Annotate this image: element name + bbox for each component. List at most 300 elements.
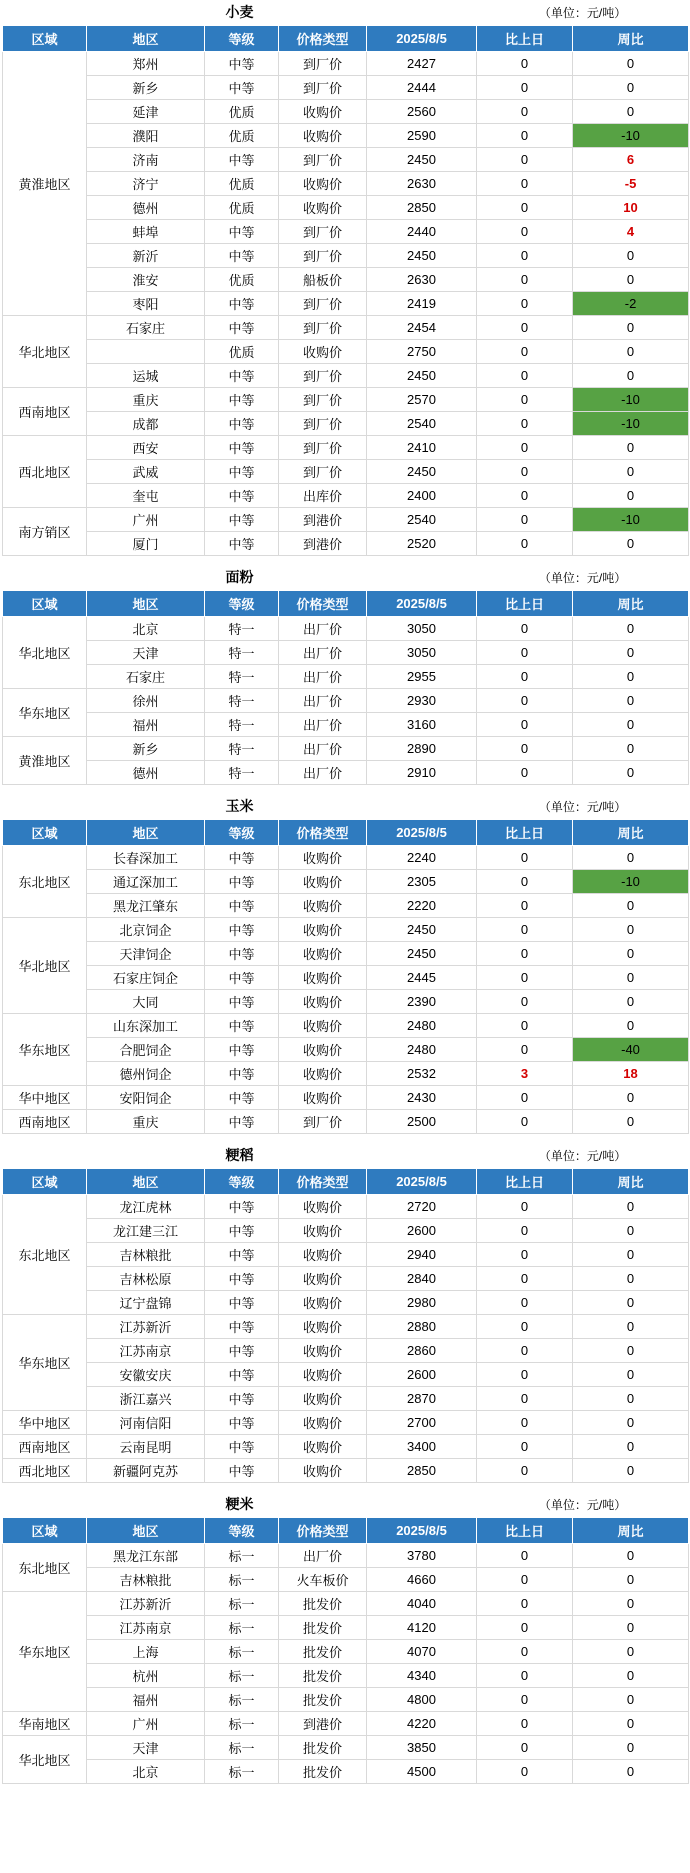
- column-header-5: 比上日: [477, 1518, 573, 1544]
- week-change-cell: 0: [573, 1568, 689, 1592]
- grade-cell: 标一: [205, 1712, 279, 1736]
- week-change-cell: 0: [573, 1014, 689, 1038]
- unit-label: （单位：元/吨）: [538, 799, 627, 814]
- grade-cell: 中等: [205, 1363, 279, 1387]
- week-change-cell: 0: [573, 689, 689, 713]
- region-cell: 西南地区: [3, 1435, 87, 1459]
- table-row: [3, 1387, 689, 1411]
- price-cell: 2480: [367, 1014, 477, 1038]
- day-change-cell: 0: [477, 124, 573, 148]
- day-change-cell: 0: [477, 1110, 573, 1134]
- grade-cell: 特一: [205, 641, 279, 665]
- price-type-cell: 出厂价: [279, 761, 367, 785]
- week-change-cell: 0: [573, 340, 689, 364]
- price-table-面粉: [2, 565, 688, 785]
- grade-cell: 标一: [205, 1736, 279, 1760]
- unit-label: （单位：元/吨）: [538, 570, 627, 585]
- table-row: [3, 1062, 689, 1086]
- day-change-cell: 0: [477, 1459, 573, 1483]
- price-cell: 2450: [367, 460, 477, 484]
- day-change-cell: 0: [477, 172, 573, 196]
- price-type-cell: 收购价: [279, 1411, 367, 1435]
- day-change-cell: 0: [477, 1544, 573, 1568]
- table-row: [3, 761, 689, 785]
- table-row: [3, 1291, 689, 1315]
- price-type-cell: 到厂价: [279, 412, 367, 436]
- price-cell: 2445: [367, 966, 477, 990]
- table-row: [3, 532, 689, 556]
- day-change-cell: 3: [477, 1062, 573, 1086]
- area-cell: 厦门: [87, 532, 205, 556]
- price-type-cell: 收购价: [279, 1038, 367, 1062]
- price-cell: 2220: [367, 894, 477, 918]
- area-cell: 通辽深加工: [87, 870, 205, 894]
- grade-cell: 标一: [205, 1688, 279, 1712]
- day-change-cell: 0: [477, 1243, 573, 1267]
- area-cell: 郑州: [87, 52, 205, 76]
- area-cell: 黑龙江肇东: [87, 894, 205, 918]
- week-change-cell: 0: [573, 1688, 689, 1712]
- week-change-cell: 0: [573, 1435, 689, 1459]
- table-row: [3, 737, 689, 761]
- price-cell: 2930: [367, 689, 477, 713]
- week-change-cell: 0: [573, 1616, 689, 1640]
- week-change-cell: 0: [573, 532, 689, 556]
- area-cell: 新乡: [87, 737, 205, 761]
- price-type-cell: 收购价: [279, 942, 367, 966]
- price-type-cell: 到厂价: [279, 388, 367, 412]
- unit-label: （单位：元/吨）: [538, 1497, 627, 1512]
- region-cell: 华北地区: [3, 617, 87, 689]
- grade-cell: 中等: [205, 846, 279, 870]
- column-header-5: 比上日: [477, 820, 573, 846]
- day-change-cell: 0: [477, 1291, 573, 1315]
- area-cell: 濮阳: [87, 124, 205, 148]
- area-cell: 天津饲企: [87, 942, 205, 966]
- price-cell: 2630: [367, 268, 477, 292]
- table-row: [3, 1688, 689, 1712]
- day-change-cell: 0: [477, 1195, 573, 1219]
- week-change-cell: 0: [573, 1712, 689, 1736]
- column-header-1: 地区: [87, 591, 205, 617]
- table: [2, 1143, 689, 1483]
- unit-label: （单位：元/吨）: [538, 5, 627, 20]
- grade-cell: 中等: [205, 1315, 279, 1339]
- table-row: [3, 1219, 689, 1243]
- price-type-cell: 出厂价: [279, 617, 367, 641]
- grade-cell: 中等: [205, 436, 279, 460]
- price-type-cell: 收购价: [279, 1014, 367, 1038]
- price-type-cell: 到厂价: [279, 364, 367, 388]
- grade-cell: 中等: [205, 292, 279, 316]
- table-row: [3, 713, 689, 737]
- table-row: [3, 292, 689, 316]
- column-header-6: 周比: [573, 1518, 689, 1544]
- price-cell: 4120: [367, 1616, 477, 1640]
- table-row: [3, 1616, 689, 1640]
- column-header-0: 区域: [3, 591, 87, 617]
- table-title-row: [3, 565, 689, 591]
- price-cell: 2860: [367, 1339, 477, 1363]
- week-change-cell: 0: [573, 1544, 689, 1568]
- price-type-cell: 收购价: [279, 1315, 367, 1339]
- day-change-cell: 0: [477, 412, 573, 436]
- grade-cell: 中等: [205, 1339, 279, 1363]
- region-cell: 西北地区: [3, 1459, 87, 1483]
- week-change-cell: 0: [573, 1195, 689, 1219]
- price-table-粳米: [2, 1492, 688, 1784]
- grade-cell: 中等: [205, 148, 279, 172]
- table-row: [3, 1195, 689, 1219]
- grade-cell: 特一: [205, 689, 279, 713]
- day-change-cell: 0: [477, 292, 573, 316]
- price-type-cell: 收购价: [279, 124, 367, 148]
- table-row: [3, 641, 689, 665]
- week-change-cell: 0: [573, 1267, 689, 1291]
- region-cell: 华南地区: [3, 1712, 87, 1736]
- table-row: [3, 268, 689, 292]
- area-cell: 淮安: [87, 268, 205, 292]
- price-cell: 4500: [367, 1760, 477, 1784]
- column-header-0: 区域: [3, 1169, 87, 1195]
- week-change-cell: -10: [573, 124, 689, 148]
- grade-cell: 中等: [205, 894, 279, 918]
- week-change-cell: 0: [573, 244, 689, 268]
- table-row: [3, 1592, 689, 1616]
- region-cell: 华北地区: [3, 1736, 87, 1784]
- price-cell: 2700: [367, 1411, 477, 1435]
- table-title: 粳稻: [225, 1147, 254, 1163]
- area-cell: 成都: [87, 412, 205, 436]
- day-change-cell: 0: [477, 220, 573, 244]
- week-change-cell: 0: [573, 1592, 689, 1616]
- table-row: [3, 1411, 689, 1435]
- price-cell: 2480: [367, 1038, 477, 1062]
- column-header-0: 区域: [3, 820, 87, 846]
- table-header-row: [3, 820, 689, 846]
- region-cell: 东北地区: [3, 846, 87, 918]
- week-change-cell: 0: [573, 1243, 689, 1267]
- price-type-cell: 批发价: [279, 1616, 367, 1640]
- table: [2, 1492, 689, 1784]
- table-row: [3, 52, 689, 76]
- grade-cell: 中等: [205, 1062, 279, 1086]
- area-cell: 北京: [87, 1760, 205, 1784]
- area-cell: 大同: [87, 990, 205, 1014]
- day-change-cell: 0: [477, 1315, 573, 1339]
- area-cell: 天津: [87, 1736, 205, 1760]
- grade-cell: 标一: [205, 1616, 279, 1640]
- region-cell: 华北地区: [3, 316, 87, 388]
- grade-cell: 特一: [205, 737, 279, 761]
- price-type-cell: 到厂价: [279, 316, 367, 340]
- day-change-cell: 0: [477, 1387, 573, 1411]
- day-change-cell: 0: [477, 100, 573, 124]
- grade-cell: 中等: [205, 1435, 279, 1459]
- price-cell: 2570: [367, 388, 477, 412]
- table-row: [3, 990, 689, 1014]
- table-row: [3, 846, 689, 870]
- region-cell: 华中地区: [3, 1086, 87, 1110]
- table-row: [3, 124, 689, 148]
- price-type-cell: 收购价: [279, 1363, 367, 1387]
- price-type-cell: 收购价: [279, 172, 367, 196]
- week-change-cell: 0: [573, 1315, 689, 1339]
- day-change-cell: 0: [477, 1640, 573, 1664]
- price-cell: 2890: [367, 737, 477, 761]
- table-row: [3, 1086, 689, 1110]
- price-cell: 2532: [367, 1062, 477, 1086]
- grade-cell: 标一: [205, 1640, 279, 1664]
- area-cell: 福州: [87, 713, 205, 737]
- column-header-2: 等级: [205, 820, 279, 846]
- table-row: [3, 894, 689, 918]
- price-type-cell: 出厂价: [279, 641, 367, 665]
- table-header-row: [3, 1518, 689, 1544]
- price-table-粳稻: [2, 1143, 688, 1483]
- column-header-5: 比上日: [477, 26, 573, 52]
- grade-cell: 标一: [205, 1592, 279, 1616]
- column-header-6: 周比: [573, 820, 689, 846]
- week-change-cell: 0: [573, 918, 689, 942]
- price-type-cell: 收购价: [279, 1291, 367, 1315]
- table-row: [3, 364, 689, 388]
- area-cell: 徐州: [87, 689, 205, 713]
- area-cell: 运城: [87, 364, 205, 388]
- price-cell: 2880: [367, 1315, 477, 1339]
- week-change-cell: 0: [573, 761, 689, 785]
- price-cell: 2440: [367, 220, 477, 244]
- week-change-cell: 0: [573, 1411, 689, 1435]
- price-type-cell: 出厂价: [279, 713, 367, 737]
- table-header-row: [3, 26, 689, 52]
- column-header-4: 2025/8/5: [367, 1518, 477, 1544]
- table-row: [3, 1736, 689, 1760]
- table-row: [3, 508, 689, 532]
- area-cell: 重庆: [87, 1110, 205, 1134]
- table-row: [3, 1315, 689, 1339]
- table-row: [3, 460, 689, 484]
- day-change-cell: 0: [477, 1616, 573, 1640]
- area-cell: 蚌埠: [87, 220, 205, 244]
- price-type-cell: 到港价: [279, 1712, 367, 1736]
- price-type-cell: 到港价: [279, 508, 367, 532]
- price-type-cell: 收购价: [279, 1086, 367, 1110]
- week-change-cell: -40: [573, 1038, 689, 1062]
- area-cell: 江苏新沂: [87, 1315, 205, 1339]
- week-change-cell: 0: [573, 1086, 689, 1110]
- price-type-cell: 收购价: [279, 1339, 367, 1363]
- day-change-cell: 0: [477, 364, 573, 388]
- table-row: [3, 148, 689, 172]
- week-change-cell: -10: [573, 870, 689, 894]
- column-header-4: 2025/8/5: [367, 820, 477, 846]
- grade-cell: 中等: [205, 1411, 279, 1435]
- grade-cell: 中等: [205, 1291, 279, 1315]
- region-cell: 西南地区: [3, 388, 87, 436]
- table-row: [3, 100, 689, 124]
- price-type-cell: 出厂价: [279, 737, 367, 761]
- price-type-cell: 收购价: [279, 1195, 367, 1219]
- week-change-cell: 0: [573, 1219, 689, 1243]
- price-cell: 2840: [367, 1267, 477, 1291]
- week-change-cell: 0: [573, 990, 689, 1014]
- day-change-cell: 0: [477, 689, 573, 713]
- week-change-cell: 0: [573, 316, 689, 340]
- table-row: [3, 1243, 689, 1267]
- area-cell: 杭州: [87, 1664, 205, 1688]
- day-change-cell: 0: [477, 1086, 573, 1110]
- week-change-cell: 10: [573, 196, 689, 220]
- price-cell: 2540: [367, 412, 477, 436]
- grade-cell: 中等: [205, 76, 279, 100]
- price-type-cell: 到厂价: [279, 1110, 367, 1134]
- day-change-cell: 0: [477, 1712, 573, 1736]
- price-cell: 2870: [367, 1387, 477, 1411]
- price-type-cell: 批发价: [279, 1640, 367, 1664]
- area-cell: 龙江虎林: [87, 1195, 205, 1219]
- day-change-cell: 0: [477, 1038, 573, 1062]
- table-title-row: [3, 1492, 689, 1518]
- price-cell: 2520: [367, 532, 477, 556]
- price-cell: 3050: [367, 641, 477, 665]
- price-type-cell: 收购价: [279, 1387, 367, 1411]
- grade-cell: 中等: [205, 316, 279, 340]
- table-row: [3, 1459, 689, 1483]
- table-row: [3, 1267, 689, 1291]
- price-cell: 4660: [367, 1568, 477, 1592]
- area-cell: 广州: [87, 1712, 205, 1736]
- price-cell: 2427: [367, 52, 477, 76]
- area-cell: 武威: [87, 460, 205, 484]
- day-change-cell: 0: [477, 460, 573, 484]
- region-cell: 黄淮地区: [3, 52, 87, 316]
- grade-cell: 中等: [205, 966, 279, 990]
- week-change-cell: -2: [573, 292, 689, 316]
- day-change-cell: 0: [477, 316, 573, 340]
- area-cell: 新沂: [87, 244, 205, 268]
- price-cell: 2940: [367, 1243, 477, 1267]
- area-cell: 德州饲企: [87, 1062, 205, 1086]
- day-change-cell: 0: [477, 617, 573, 641]
- week-change-cell: -10: [573, 508, 689, 532]
- table-title: 小麦: [225, 4, 254, 20]
- table-row: [3, 1038, 689, 1062]
- price-type-cell: 批发价: [279, 1760, 367, 1784]
- grade-cell: 中等: [205, 508, 279, 532]
- price-cell: 4340: [367, 1664, 477, 1688]
- price-type-cell: 到厂价: [279, 460, 367, 484]
- column-header-1: 地区: [87, 1169, 205, 1195]
- area-cell: 龙江建三江: [87, 1219, 205, 1243]
- day-change-cell: 0: [477, 1435, 573, 1459]
- column-header-4: 2025/8/5: [367, 26, 477, 52]
- area-cell: 山东深加工: [87, 1014, 205, 1038]
- area-cell: 新疆阿克苏: [87, 1459, 205, 1483]
- price-cell: 2560: [367, 100, 477, 124]
- price-cell: 2980: [367, 1291, 477, 1315]
- table-row: [3, 1363, 689, 1387]
- grade-cell: 中等: [205, 1038, 279, 1062]
- price-type-cell: 收购价: [279, 1062, 367, 1086]
- day-change-cell: 0: [477, 508, 573, 532]
- day-change-cell: 0: [477, 894, 573, 918]
- price-type-cell: 到厂价: [279, 148, 367, 172]
- price-cell: 4070: [367, 1640, 477, 1664]
- table-row: [3, 966, 689, 990]
- grade-cell: 优质: [205, 100, 279, 124]
- table-row: [3, 172, 689, 196]
- day-change-cell: 0: [477, 340, 573, 364]
- grade-cell: 中等: [205, 1110, 279, 1134]
- price-cell: 2390: [367, 990, 477, 1014]
- column-header-0: 区域: [3, 26, 87, 52]
- region-cell: 东北地区: [3, 1195, 87, 1315]
- table-row: [3, 1110, 689, 1134]
- week-change-cell: 0: [573, 942, 689, 966]
- area-cell: 吉林粮批: [87, 1243, 205, 1267]
- price-cell: 2419: [367, 292, 477, 316]
- price-type-cell: 到厂价: [279, 436, 367, 460]
- region-cell: 华东地区: [3, 689, 87, 737]
- area-cell: 枣阳: [87, 292, 205, 316]
- week-change-cell: 0: [573, 641, 689, 665]
- day-change-cell: 0: [477, 1267, 573, 1291]
- table-row: [3, 340, 689, 364]
- area-cell: 新乡: [87, 76, 205, 100]
- area-cell: 江苏新沂: [87, 1592, 205, 1616]
- table-title: 玉米: [225, 798, 254, 814]
- week-change-cell: 0: [573, 737, 689, 761]
- column-header-2: 等级: [205, 26, 279, 52]
- price-cell: 2590: [367, 124, 477, 148]
- price-type-cell: 收购价: [279, 1267, 367, 1291]
- table-row: [3, 1435, 689, 1459]
- day-change-cell: 0: [477, 268, 573, 292]
- day-change-cell: 0: [477, 388, 573, 412]
- table-row: [3, 316, 689, 340]
- week-change-cell: 0: [573, 1459, 689, 1483]
- column-header-3: 价格类型: [279, 26, 367, 52]
- price-type-cell: 收购价: [279, 196, 367, 220]
- day-change-cell: 0: [477, 737, 573, 761]
- price-cell: 2450: [367, 364, 477, 388]
- area-cell: 北京: [87, 617, 205, 641]
- grade-cell: 标一: [205, 1568, 279, 1592]
- grade-cell: 优质: [205, 196, 279, 220]
- region-cell: 华北地区: [3, 918, 87, 1014]
- price-cell: 2540: [367, 508, 477, 532]
- grade-cell: 中等: [205, 1267, 279, 1291]
- grade-cell: 中等: [205, 220, 279, 244]
- price-cell: 2430: [367, 1086, 477, 1110]
- price-cell: 2305: [367, 870, 477, 894]
- week-change-cell: 0: [573, 1760, 689, 1784]
- price-type-cell: 到厂价: [279, 292, 367, 316]
- price-cell: 2450: [367, 918, 477, 942]
- week-change-cell: 4: [573, 220, 689, 244]
- price-table-玉米: [2, 794, 688, 1134]
- price-type-cell: 收购价: [279, 918, 367, 942]
- region-cell: 华东地区: [3, 1014, 87, 1086]
- grade-cell: 中等: [205, 990, 279, 1014]
- table-row: [3, 1544, 689, 1568]
- week-change-cell: 0: [573, 76, 689, 100]
- week-change-cell: 0: [573, 1387, 689, 1411]
- week-change-cell: 0: [573, 846, 689, 870]
- day-change-cell: 0: [477, 196, 573, 220]
- table: [2, 794, 689, 1134]
